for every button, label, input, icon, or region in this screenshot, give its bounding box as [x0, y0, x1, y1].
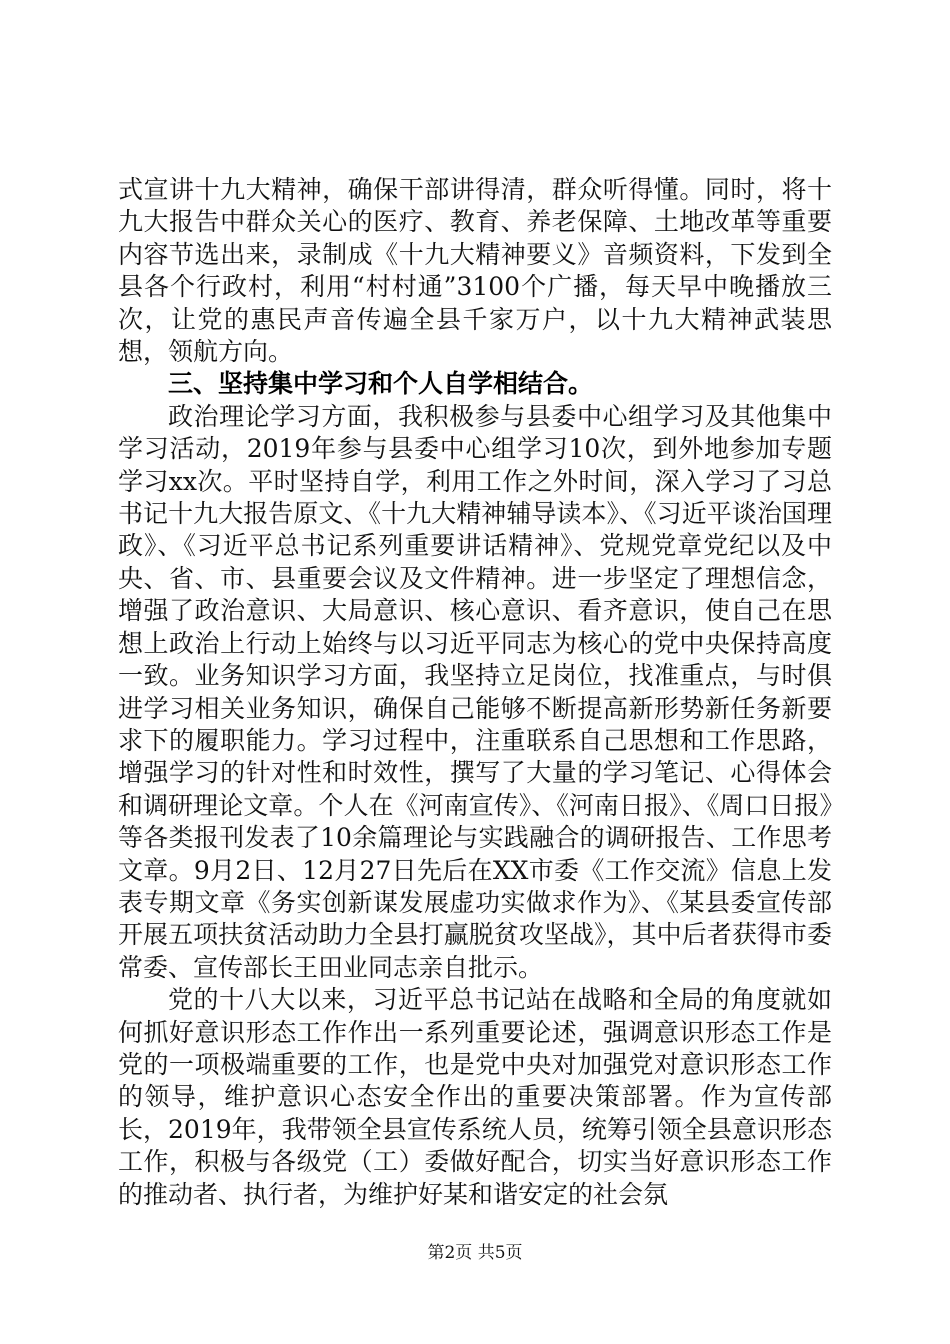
document-body: [118, 174, 832, 1211]
paragraph-study: 政治理论学习方面，我积极参与县委中心组学习及其他集中学习活动，2019年参与县委中心组学习10次，到外地参加专题学习xx次。平时坚持自学，利用工作之外时间，深入学习了习总书记十九大报告原文、《十九大精神辅导读本》、《习近平谈治国理政》、《习近平总书记系列重要讲话精神》、党规党章党纪以及中央、省、市、县重要会议及文件精神。进一步坚定了理想信念，增强了政治意识、大局意识、核心意识、看齐意识，使自己在思想上政治上行动上始终与以习近平同志为核心的党中央保持高度一致。业务知识学习方面，我坚持立足岗位，找准重点，与时俱进学习相关业务知识，确保自己能够不断提高新形势新任务新要求下的履职能力。学习过程中，注重联系自己思想和工作思路，增强学习的针对性和时效性，撰写了大量的学习笔记、心得体会和调研理论文章。个人在《河南宣传》、《河南日报》、《周口日报》等各类报刊发表了10余篇理论与实践融合的调研报告、工作思考文章。9月2日、12月27日先后在XX市委《工作交流》信息上发表专期文章《务实创新谋发展虚功实做求作为》、《某县委宣传部开展五项扶贫活动助力全县打赢脱贫攻坚战》，其中后者获得市委常委、宣传部长王田业同志亲自批示。: [118, 401, 832, 982]
page-number-footer: 第2页 共5页: [427, 1243, 523, 1263]
paragraph-continuation: 式宣讲十九大精神，确保干部讲得清，群众听得懂。同时，将十九大报告中群众关心的医疗、教育、养老保障、土地改革等重要内容节选出来，录制成《十九大精神要义》音频资料，下发到全县各个行政村，利用“村村通”3100个广播，每天早中晚播放三次，让党的惠民声音传遍全县千家万户，以十九大精神武装思想，领航方向。: [118, 175, 832, 367]
section-heading: 三、坚持集中学习和个人自学相结合。: [168, 369, 594, 399]
paragraph-ideology: 党的十八大以来，习近平总书记站在战略和全局的角度就如何抓好意识形态工作作出一系列重要论述，强调意识形态工作是党的一项极端重要的工作，也是党中央对加强党对意识形态工作的领导，维护意识心态安全作出的重要决策部署。作为宣传部长，2019年，我带领全县宣传系统人员，统筹引领全县意识形态工作，积极与各级党（工）委做好配合，切实当好意识形态工作的推动者、执行者，为维护好某和谐安定的社会氛: [118, 985, 832, 1209]
